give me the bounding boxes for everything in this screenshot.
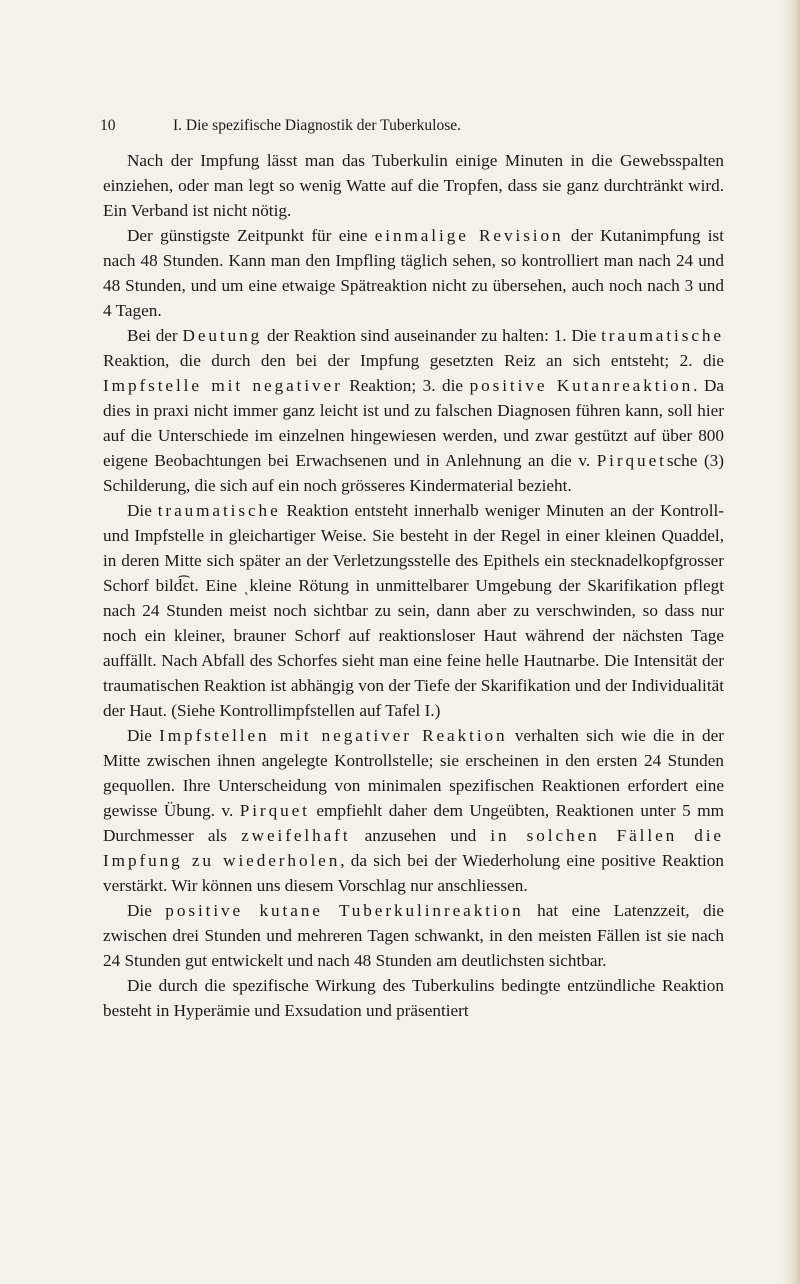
paragraph [103, 148, 724, 223]
emphasized-text: traumatische [601, 326, 724, 345]
emphasized-text: in solchen Fällen die Impfung zu wiederholen [103, 826, 724, 870]
text-run: Die [127, 901, 166, 920]
text-run: Reaktion, die durch den bei der Impfung gesetzten Reiz an sich entsteht; 2. die [103, 351, 724, 370]
emphasized-text: traumatische [157, 501, 281, 520]
emphasized-text: positive Kutanreaktion [469, 376, 694, 395]
text-run: Bei der [127, 326, 183, 345]
paragraph [103, 498, 724, 723]
emphasized-text: Pirquet [239, 801, 310, 820]
text-run: , da sich bei der Wiederholung eine positive Reaktion verstärkt. Wir können uns diesem Vorschlag nur anschliessen. [103, 851, 724, 895]
emphasized-text: zweifelhaft [241, 826, 351, 845]
text-run: Der günstigste Zeitpunkt für eine [127, 226, 375, 245]
text-run: . Da dies in praxi nicht immer ganz leicht ist und zu falschen Diagnosen führen kann, soll hier auf die Unterschiede im einzelnen hingewiesen werden, und zwar gestützt auf über 800 eigene Beobachtungen bei Erwachsenen und in Anlehnung an die v. [103, 376, 725, 470]
paragraph [103, 323, 724, 498]
text-run: hat eine Latenzzeit, die zwischen drei Stunden und mehreren Tagen schwankt, in den meisten Fällen ist sie nach 24 Stunden gut entwickelt und nach 48 Stunden am deutlichsten sichtbar. [103, 901, 725, 970]
emphasized-text: Deutung [182, 326, 263, 345]
text-run: Die [127, 501, 158, 520]
emphasized-text: Impfstellen mit negativer Reaktion [159, 726, 508, 745]
emphasized-text: Pirquet [596, 451, 667, 470]
text-run: empfiehlt daher dem Ungeübten, Reaktionen unter 5 mm Durchmesser als [103, 801, 724, 845]
chapter-title: I. Die spezifische Diagnostik der Tuberkulose. [173, 117, 461, 134]
page-edge-shadow [782, 0, 800, 1284]
text-run: Reaktion entsteht innerhalb weniger Minuten an der Kontroll- und Impfstelle in gleichartiger Weise. Sie besteht in der Regel in einer kleinen Quaddel, in deren Mitte sich später an der Verletzungsstelle des Epithels ein stecknadelkopfgrosser Schorf bild͡ɛt. Eine ͺkleine Rötung in unmittelbarer Umgebung der Skarifikation pflegt nach 24 Stunden meist noch sichtbar zu sein, dann aber zu verschwinden, so dass nur noch ein kleiner, brauner Schorf auf reaktionsloser Haut während der nächsten Tage auffällt. Nach Abfall des Schorfes sieht man eine feine helle Hautnarbe. Die Intensität der traumatischen Reaktion ist abhängig von der Tiefe der Skarifikation und der Individualität der Haut. (Siehe Kontrollimpfstellen auf Tafel I.) [103, 501, 724, 720]
paragraph [103, 223, 724, 323]
text-run: Nach der Impfung lässt man das Tuberkulin einige Minuten in die Gewebsspalten einziehen, oder man legt so wenig Watte auf die Tropfen, dass sie ganz durchtränkt wird. Ein Verband ist nicht nötig. [103, 151, 724, 220]
text-run: der Reaktion sind auseinander zu halten: 1. Die [262, 326, 602, 345]
paragraph [103, 723, 724, 898]
text-run: Die [127, 726, 160, 745]
emphasized-text: Impfstelle mit negativer [103, 376, 343, 395]
text-run: sche (3) Schilderung, die sich auf ein noch grösseres Kindermaterial bezieht. [103, 451, 724, 495]
text-run: anzusehen und [350, 826, 491, 845]
page-number: 10 [100, 117, 116, 134]
text-run: Die durch die spezifische Wirkung des Tuberkulins bedingte entzündliche Reaktion besteht in Hyperämie und Exsudation und präsentiert [103, 976, 724, 1020]
text-run: Reaktion; 3. die [342, 376, 470, 395]
paragraph [103, 898, 724, 973]
running-header [100, 117, 720, 139]
paragraph [103, 973, 724, 1023]
text-run: der Kutanimpfung ist nach 48 Stunden. Kann man den Impfling täglich sehen, so kontrolliert man nach 24 und 48 Stunden, und um eine etwaige Spätreaktion nicht zu übersehen, auch noch nach 3 und 4 Tagen. [103, 226, 725, 320]
text-run: verhalten sich wie die in der Mitte zwischen ihnen angelegte Kontrollstelle; sie erscheinen in den ersten 24 Stunden gequollen. Ihre Unterscheidung von minimalen spezifischen Reaktionen erfordert eine gewisse Übung. v. [103, 726, 724, 820]
emphasized-text: einmalige Revision [374, 226, 564, 245]
emphasized-text: positive kutane Tuberkulinreaktion [165, 901, 524, 920]
body-text [103, 148, 724, 1023]
